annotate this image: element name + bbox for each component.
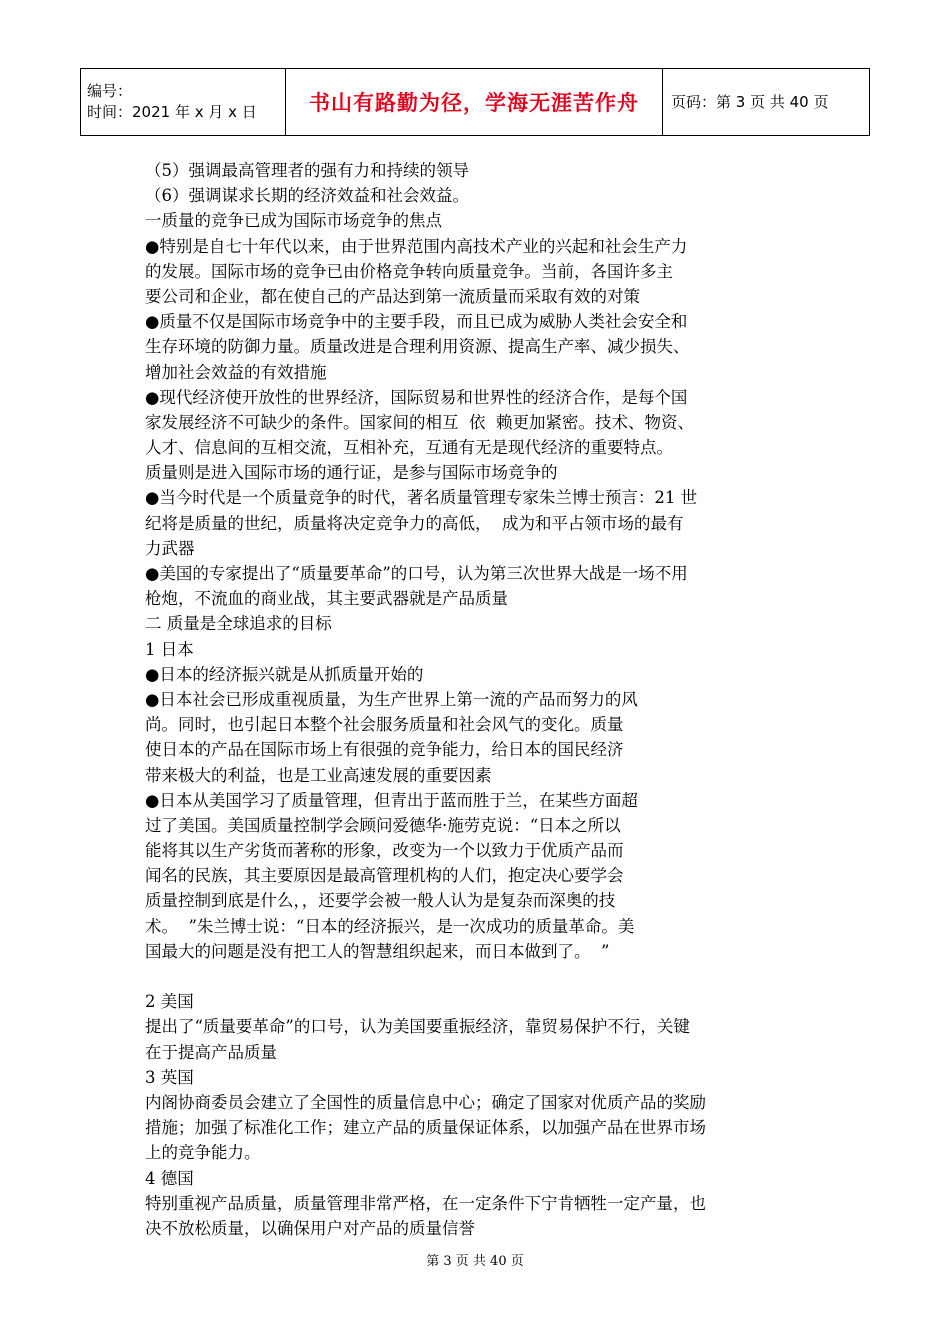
header-info-cell bbox=[81, 69, 286, 136]
header-page-label: 页码：第 3 页 共 40 页 bbox=[671, 92, 829, 111]
body-text-line: 2 美国 bbox=[145, 992, 194, 1012]
body-text-line: 闻名的民族，其主要原因是最高管理机构的人们，抱定决心要学会 bbox=[145, 866, 624, 886]
body-text-line: 特别重视产品质量，质量管理非常严格，在一定条件下宁肯牺牲一定产量，也 bbox=[145, 1193, 706, 1213]
body-text-line: 3 英国 bbox=[145, 1067, 194, 1087]
body-text-line: 质量控制到底是什么，，还要学会被一般人认为是复杂而深奥的技 bbox=[145, 891, 616, 911]
body-text-line: ●质量不仅是国际市场竞争中的主要手段，而且已成为威胁人类社会安全和 bbox=[145, 312, 688, 332]
body-text-line: 4 德国 bbox=[145, 1168, 194, 1188]
body-text-line: 一质量的竞争已成为国际市场竞争的焦点 bbox=[145, 211, 442, 231]
body-text-line: 使日本的产品在国际市场上有很强的竞争能力，给日本的国民经济 bbox=[145, 740, 624, 760]
body-text-line: 家发展经济不可缺少的条件。国家间的相互 依 赖更加紧密。技术、物资、 bbox=[145, 412, 694, 432]
body-text-line: 过了美国。美国质量控制学会顾问爱德华·施劳克说：“日本之所以 bbox=[145, 815, 621, 835]
body-text-line: 1 日本 bbox=[145, 639, 194, 659]
body-text-line: 的发展。国际市场的竞争已由价格竞争转向质量竞争。当前，各国许多主 bbox=[145, 261, 673, 281]
document-header bbox=[80, 68, 870, 136]
body-text-line: （6）强调谋求长期的经济效益和社会效益。 bbox=[145, 186, 469, 206]
body-text-line: 二 质量是全球追求的目标 bbox=[145, 614, 332, 634]
document-date-label: 时间：2021 年 x 月 x 日 bbox=[87, 103, 257, 121]
document-number-label: 编号： bbox=[87, 82, 133, 100]
body-text-line: 力武器 bbox=[145, 538, 195, 558]
body-text-line: 生存环境的防御力量。质量改进是合理利用资源、提高生产率、减少损失、 bbox=[145, 337, 690, 357]
body-text-line: 增加社会效益的有效措施 bbox=[145, 362, 327, 382]
document-body bbox=[145, 158, 825, 1241]
body-text-line: 尚。同时，也引起日本整个社会服务质量和社会风气的变化。质量 bbox=[145, 715, 624, 735]
paragraph-gap bbox=[145, 964, 825, 989]
body-text-line: ●当今时代是一个质量竞争的时代，著名质量管理专家朱兰博士预言：21 世 bbox=[145, 488, 698, 508]
body-text-line: ●现代经济使开放性的世界经济，国际贸易和世界性的经济合作，是每个国 bbox=[145, 387, 688, 407]
body-text-line: 措施；加强了标准化工作；建立产品的质量保证体系，以加强产品在世界市场 bbox=[145, 1118, 706, 1138]
header-page-cell bbox=[663, 69, 870, 136]
body-text-line: 决不放松质量，以确保用户对产品的质量信誉 bbox=[145, 1218, 475, 1238]
body-text-line: 国最大的问题是没有把工人的智慧组织起来，而日本做到了。 ” bbox=[145, 941, 610, 961]
body-text-line: 要公司和企业，都在使自己的产品达到第一流质量而采取有效的对策 bbox=[145, 286, 640, 306]
body-text-line: 带来极大的利益，也是工业高速发展的重要因素 bbox=[145, 765, 492, 785]
body-text-line: 枪炮，不流血的商业战，其主要武器就是产品质量 bbox=[145, 589, 508, 609]
body-text-line: ●特别是自七十年代以来，由于世界范围内高技术产业的兴起和社会生产力 bbox=[145, 236, 688, 256]
header-motto-cell bbox=[286, 69, 663, 136]
body-text-line: 人才、信息间的互相交流，互相补充，互通有无是现代经济的重要特点。 bbox=[145, 438, 673, 458]
page-footer: 第 3 页 共 40 页 bbox=[426, 1254, 524, 1269]
header-motto: 书山有路勤为径，学海无涯苦作舟 bbox=[309, 91, 639, 115]
body-text-line: 能将其以生产劣货而著称的形象，改变为一个以致力于优质产品而 bbox=[145, 841, 624, 861]
body-text-line: ●日本社会已形成重视质量，为生产世界上第一流的产品而努力的风 bbox=[145, 689, 638, 709]
body-text-line: 纪将是质量的世纪，质量将决定竞争力的高低， 成为和平占领市场的最有 bbox=[145, 513, 684, 533]
body-text-line: 内阁协商委员会建立了全国性的质量信息中心；确定了国家对优质产品的奖励 bbox=[145, 1092, 706, 1112]
body-text-line: 术。 ”朱兰博士说：“日本的经济振兴，是一次成功的质量革命。美 bbox=[145, 916, 635, 936]
body-text-line: 上的竞争能力。 bbox=[145, 1143, 261, 1163]
body-text-line: ●日本从美国学习了质量管理，但青出于蓝而胜于兰，在某些方面超 bbox=[145, 790, 638, 810]
body-text-line: （5）强调最高管理者的强有力和持续的领导 bbox=[145, 161, 469, 180]
body-text-line: 提出了“质量要革命”的口号，认为美国要重振经济，靠贸易保护不行，关键 bbox=[145, 1017, 690, 1037]
body-text-line: ●美国的专家提出了“质量要革命”的口号，认为第三次世界大战是一场不用 bbox=[145, 564, 688, 583]
body-text-line: 质量则是进入国际市场的通行证，是参与国际市场竞争的 bbox=[145, 463, 558, 483]
body-text-line: 在于提高产品质量 bbox=[145, 1042, 277, 1062]
body-text-line: ●日本的经济振兴就是从抓质量开始的 bbox=[145, 664, 424, 684]
